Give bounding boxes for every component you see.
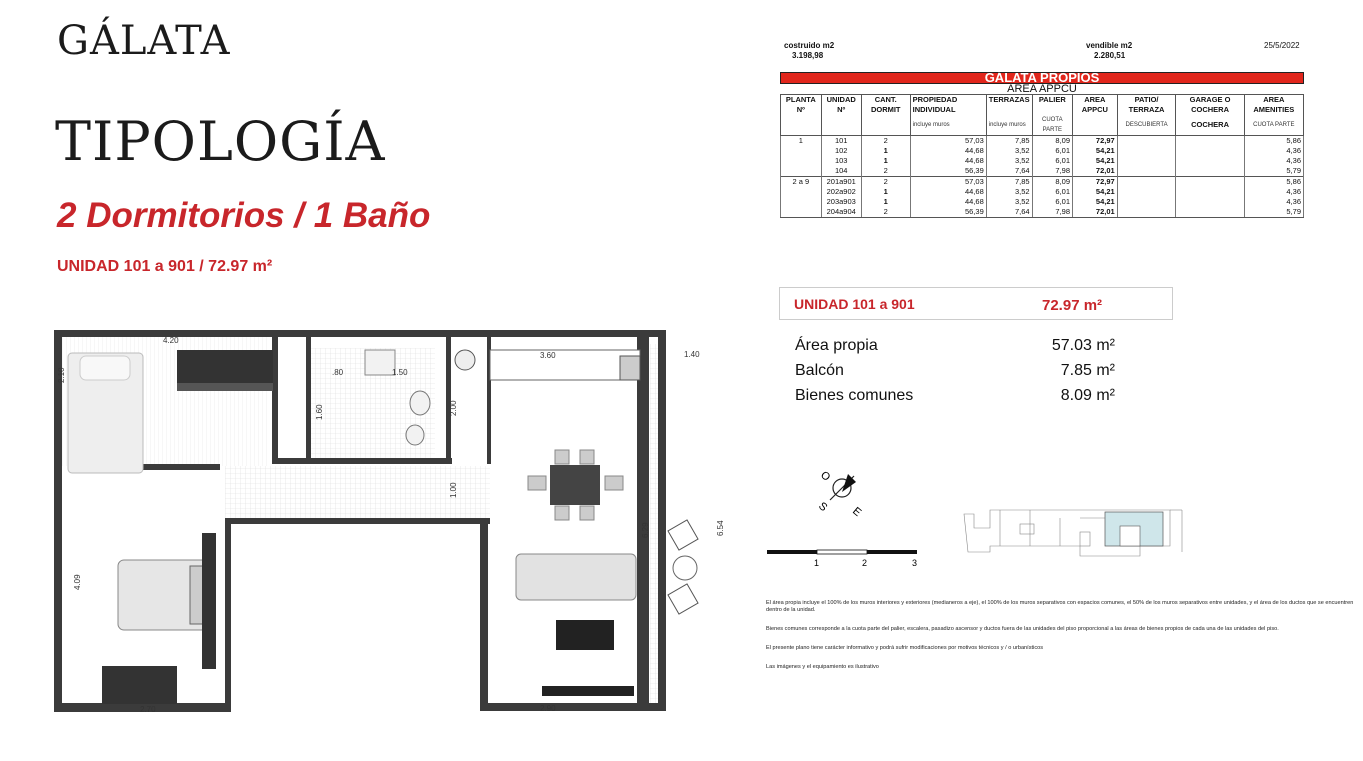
area-row-own: Área propia 57.03 m²: [795, 337, 1115, 354]
area-table: GÁLATA PROPIOS AREA APPCU PLANTA Nº UNIDAD Nº CANT. DORMIT PROPIEDAD INDIVIDUAL TERRAZAS PALIER AREA APPCU PATIO/ TERRAZA GARAGE O COCHERA AREA AMENITIES incluye muros incluye muros CUOTA PARTE DESCUBIERTA COCHERA CUOTA PARTE 1 101 2 57,03 7,85 8,09 72,97 5,86 102 1 44,68 3,52 6,01 54,21 4,36 103 1 44,68 3,52 6,01 54,21 4,36 104 2 56,39 7,64 7,98 72,01 5,79 2 a 9 201a901 2 57,03 7,85 8,09 72,97 5,86 202a902 1 44,68 3,52 6,01 54,21 4,36 203a903 1 44,68 3,52 6,01 54,21 4,36 204a904 2 56,39 7,64 7,98 72,01 5,79: [780, 72, 1304, 218]
dim-label: 2.90: [540, 704, 556, 713]
col-header: AREA APPCU: [1073, 95, 1118, 116]
col-header: PALIER: [1032, 95, 1072, 116]
built-area: costruido m2 3.198,98: [784, 41, 835, 60]
note: El área propia incluye el 100% de los muros interiores y exteriores (medianeros a eje), el 100% de los muros separativos con espacios comunes, el 50% de los muros separativos entre unidades, y el área de los ductos que se encuentren dentro de la unidad.: [766, 600, 1354, 613]
floor-plan: [50, 328, 725, 718]
table-title: GÁLATA PROPIOS: [781, 73, 1304, 84]
unit-total: 72.97 m²: [1042, 297, 1103, 314]
table-cell: 57,03: [910, 136, 986, 147]
dim-label: 2.10: [57, 367, 66, 383]
dim-label: 1.60: [315, 404, 324, 420]
col-header: CANT. DORMIT: [861, 95, 910, 116]
sellable-area: vendible m2 2.280,51: [1086, 41, 1133, 60]
table-cell: 101: [821, 136, 861, 147]
compass-south: S: [816, 500, 830, 515]
area-row-balcony: Balcón 7.85 m²: [795, 362, 1115, 379]
col-header: PLANTA Nº: [781, 95, 822, 116]
key-plan: [960, 508, 1190, 560]
note: Las imágenes y el equipamiento es ilustrativo: [766, 664, 879, 670]
scale-label: 1: [814, 558, 820, 568]
table-cell: 5,86: [1244, 136, 1303, 147]
table-cell: [1176, 136, 1244, 147]
dim-label: 6.29: [641, 522, 650, 538]
table-cell: 72,97: [1073, 136, 1118, 147]
col-header: TERRAZAS: [986, 95, 1032, 116]
brand-logo: GÁLATA: [57, 18, 231, 64]
dim-label: 6.54: [716, 520, 725, 536]
table-subtitle: AREA APPCU: [1007, 83, 1077, 95]
dim-label: 1.40: [684, 350, 700, 359]
col-header: GARAGE O COCHERA: [1176, 95, 1244, 116]
dim-label: 3.60: [540, 351, 556, 360]
col-header: PROPIEDAD INDIVIDUAL: [910, 95, 986, 116]
legal-notes: [766, 600, 1362, 683]
compass-east: E: [850, 505, 864, 520]
note: El presente plano tiene carácter informativo y podrá sufrir modificaciones por motivos técnicos y / o urbanísticos: [766, 645, 1044, 651]
table-cell: 2: [861, 136, 910, 147]
doc-date: 25/5/2022: [1264, 41, 1300, 50]
unit-summary-box: [779, 287, 1173, 320]
unit-label: UNIDAD 101 a 901: [794, 296, 915, 312]
scale-bar: [765, 546, 925, 570]
dim-label: 2.70: [140, 705, 156, 714]
col-header: UNIDAD Nº: [821, 95, 861, 116]
scale-label: 2: [862, 558, 868, 568]
unit-line: UNIDAD 101 a 901 / 72.97 m²: [57, 258, 273, 275]
dim-label: 1.50: [392, 368, 408, 377]
compass-icon: [808, 462, 872, 520]
table-cell: 8,09: [1032, 136, 1072, 147]
table-cell: 7,85: [986, 136, 1032, 147]
col-header: PATIO/ TERRAZA: [1117, 95, 1176, 116]
dim-label: 4.09: [73, 574, 82, 590]
dim-label: .80: [332, 368, 344, 377]
compass-west: O: [818, 469, 833, 484]
area-row-common: Bienes comunes 8.09 m²: [795, 387, 1115, 404]
note: Bienes comunes corresponde a la cuota parte del palier, escalera, pasadizo ascensor y ductos fuera de las unidades del piso proporcional a las áreas de bienes propios de cada una de las unidades del piso.: [766, 626, 1279, 632]
dim-label: 1.00: [449, 482, 458, 498]
col-header: AREA AMENITIES: [1244, 95, 1303, 116]
scale-label: 3: [912, 558, 918, 568]
typology-title: 2 Dormitorios / 1 Baño: [57, 196, 431, 235]
dim-label: 4.20: [163, 336, 179, 345]
page-heading: TIPOLOGÍA: [55, 110, 386, 173]
table-cell: [1117, 136, 1176, 147]
dim-label: 2.00: [449, 400, 458, 416]
table-cell: 1: [781, 136, 822, 147]
